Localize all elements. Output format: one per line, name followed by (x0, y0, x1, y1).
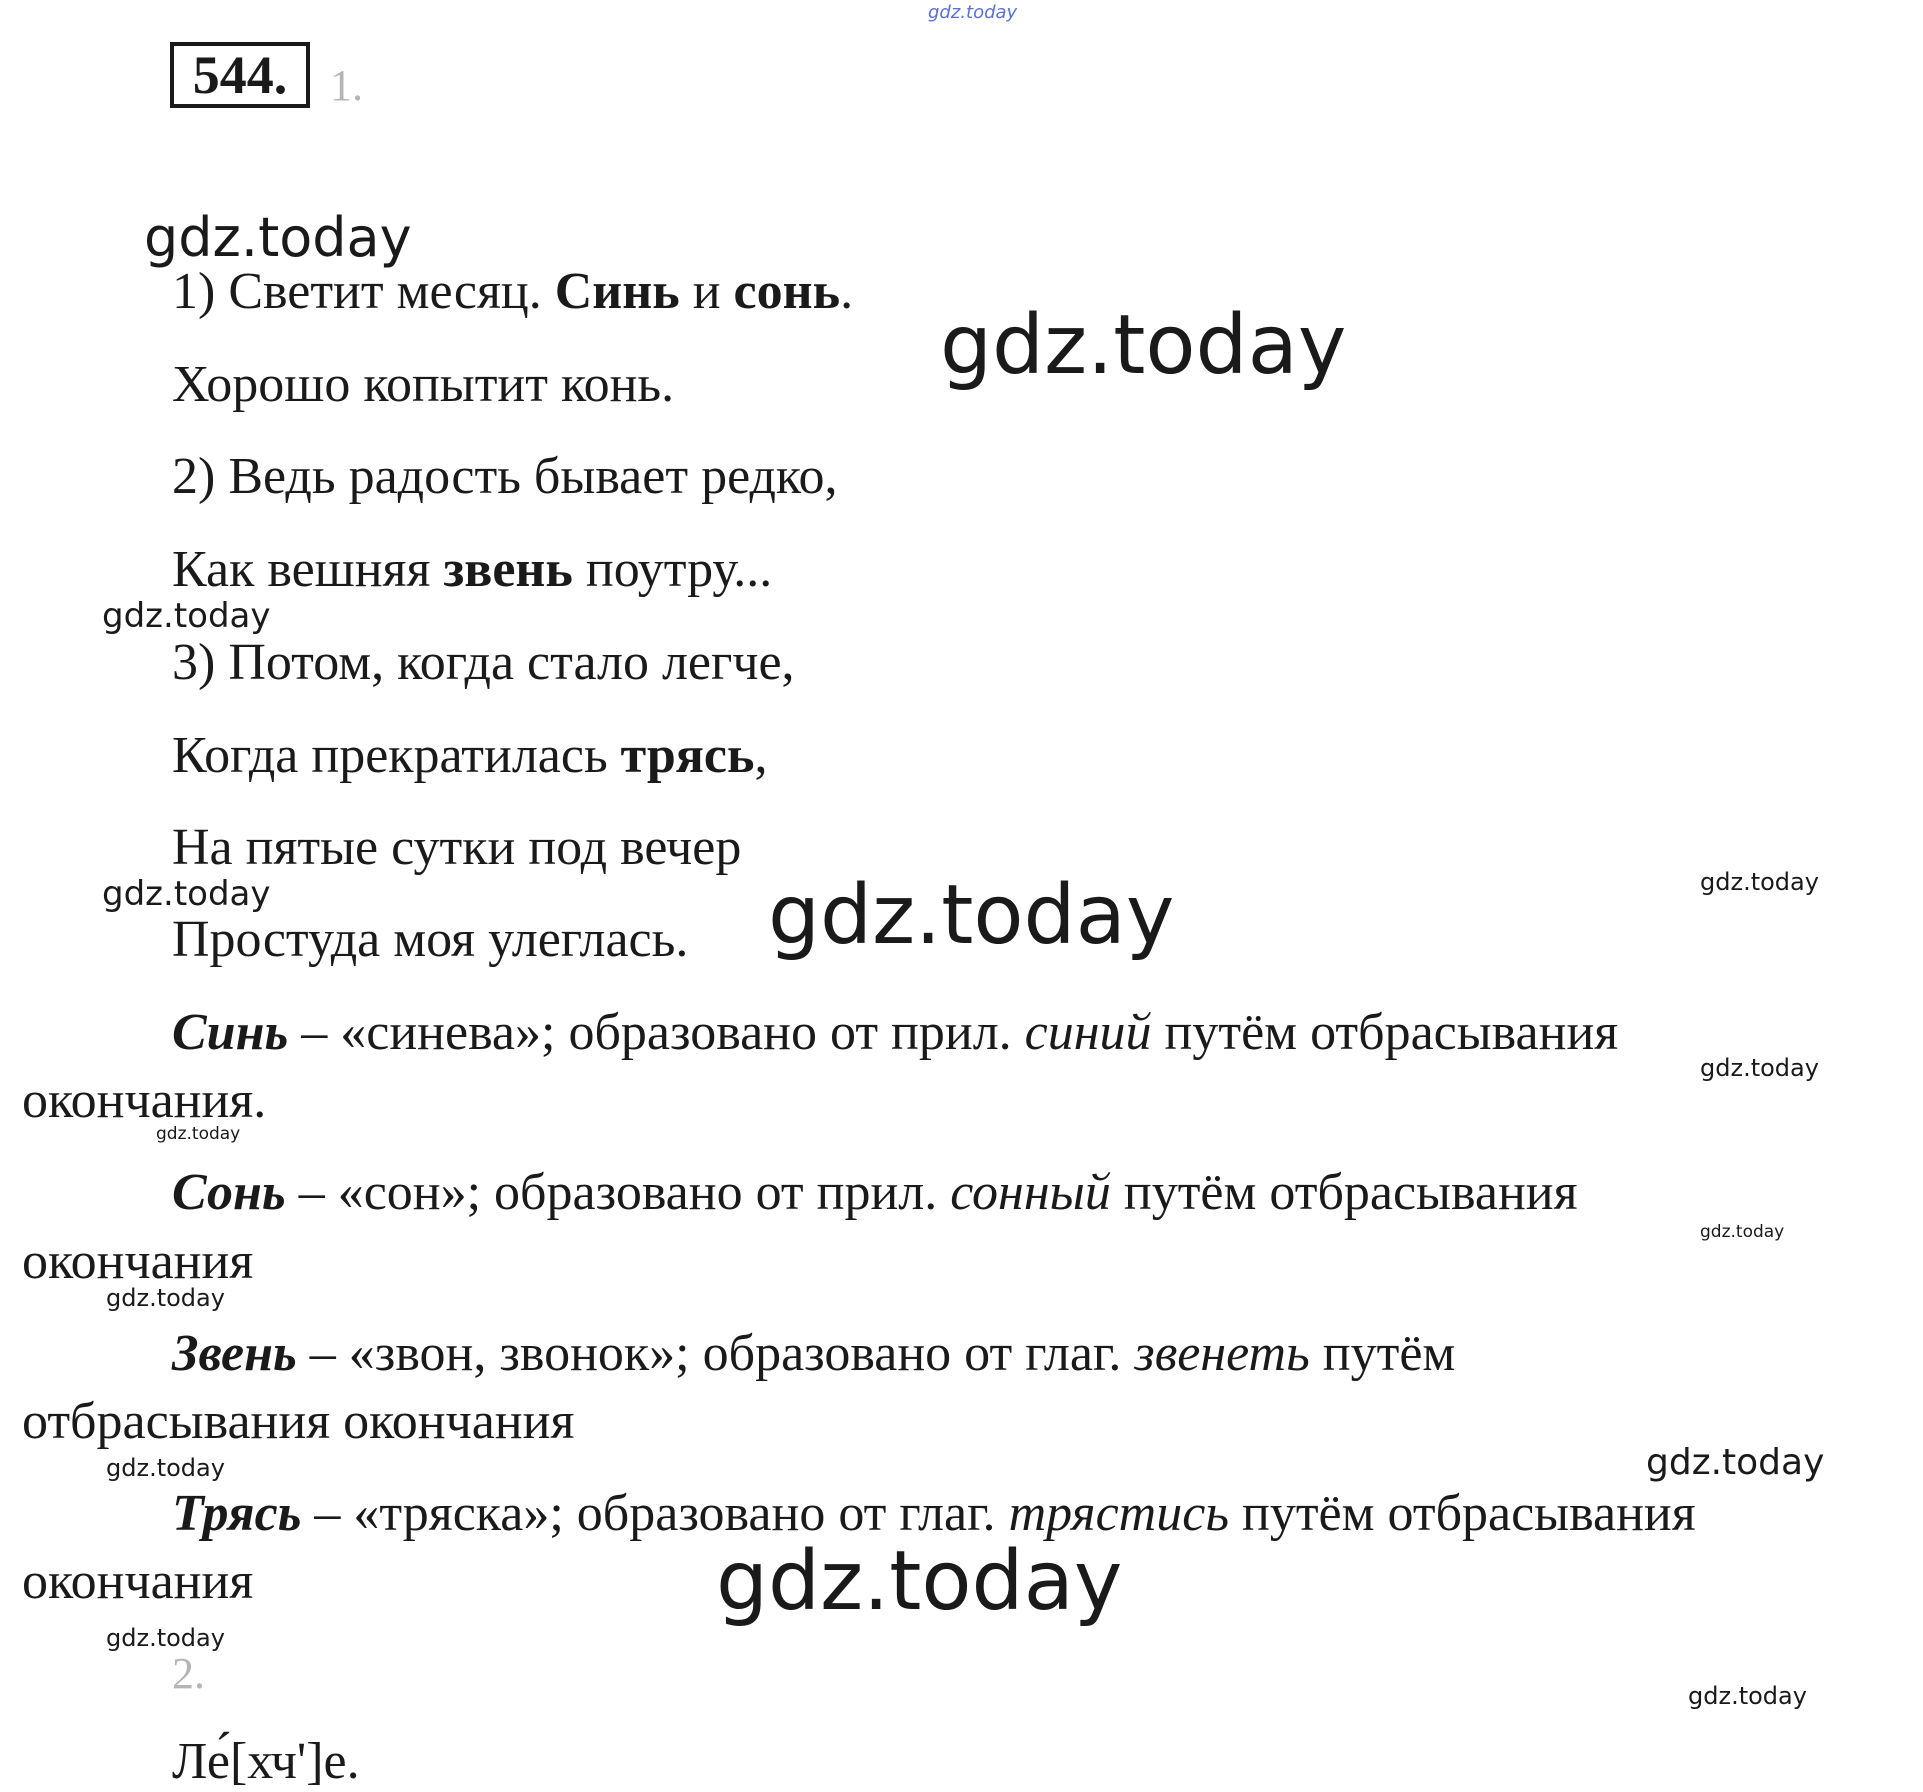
part-1-label: 1. (330, 61, 363, 110)
poem-line-1: 1) Светит месяц. Синь и сонь. (172, 263, 854, 320)
poem-line-6: Когда прекратилась трясь, (172, 727, 768, 784)
poem-line-4: Как вешняя звень поутру... (172, 541, 773, 598)
poem-line-2: Хорошо копытит конь. (172, 356, 675, 413)
definition-4-cont: окончания (22, 1553, 254, 1610)
watermark: gdz.today (1646, 1442, 1825, 1483)
definition-2-cont: окончания (22, 1233, 254, 1290)
watermark: gdz.today (716, 1534, 1123, 1629)
definition-2: Сонь – «сон»; образовано от прил. сонный путём отбрасывания (172, 1164, 1578, 1221)
definition-3: Звень – «звон, звонок»; образовано от глаг. звенеть путём (172, 1325, 1456, 1382)
definition-3-cont: отбрасывания окончания (22, 1393, 575, 1450)
watermark: gdz.today (106, 1284, 225, 1312)
watermark: gdz.today (102, 874, 271, 914)
watermark: gdz.today (106, 1624, 225, 1652)
watermark: gdz.today (1700, 868, 1819, 896)
watermark: gdz.today (144, 206, 412, 269)
watermark: gdz.today (106, 1454, 225, 1482)
poem-line-7: На пятые сутки под вечер (172, 819, 742, 876)
watermark: gdz.today (1700, 1222, 1785, 1242)
watermark-top: gdz.today (928, 2, 1018, 23)
watermark: gdz.today (102, 596, 271, 636)
part-2-label: 2. (172, 1649, 205, 1698)
watermark: gdz.today (1688, 1682, 1807, 1710)
definition-1-cont: окончания. (22, 1072, 267, 1129)
poem-line-5: 3) Потом, когда стало легче, (172, 634, 795, 691)
transcription: Ле́[хч']е. (172, 1733, 360, 1790)
poem-line-3: 2) Ведь радость бывает редко, (172, 448, 838, 505)
definition-1: Синь – «синева»; образовано от прил. синий путём отбрасывания (172, 1004, 1619, 1061)
watermark: gdz.today (1700, 1054, 1819, 1082)
definition-4: Трясь – «тряска»; образовано от глаг. трястись путём отбрасывания (172, 1485, 1696, 1542)
exercise-number: 544. (170, 42, 310, 108)
watermark: gdz.today (156, 1124, 241, 1144)
poem-line-8: Простуда моя улеглась. (172, 911, 689, 968)
watermark: gdz.today (940, 298, 1347, 393)
watermark: gdz.today (768, 868, 1175, 963)
